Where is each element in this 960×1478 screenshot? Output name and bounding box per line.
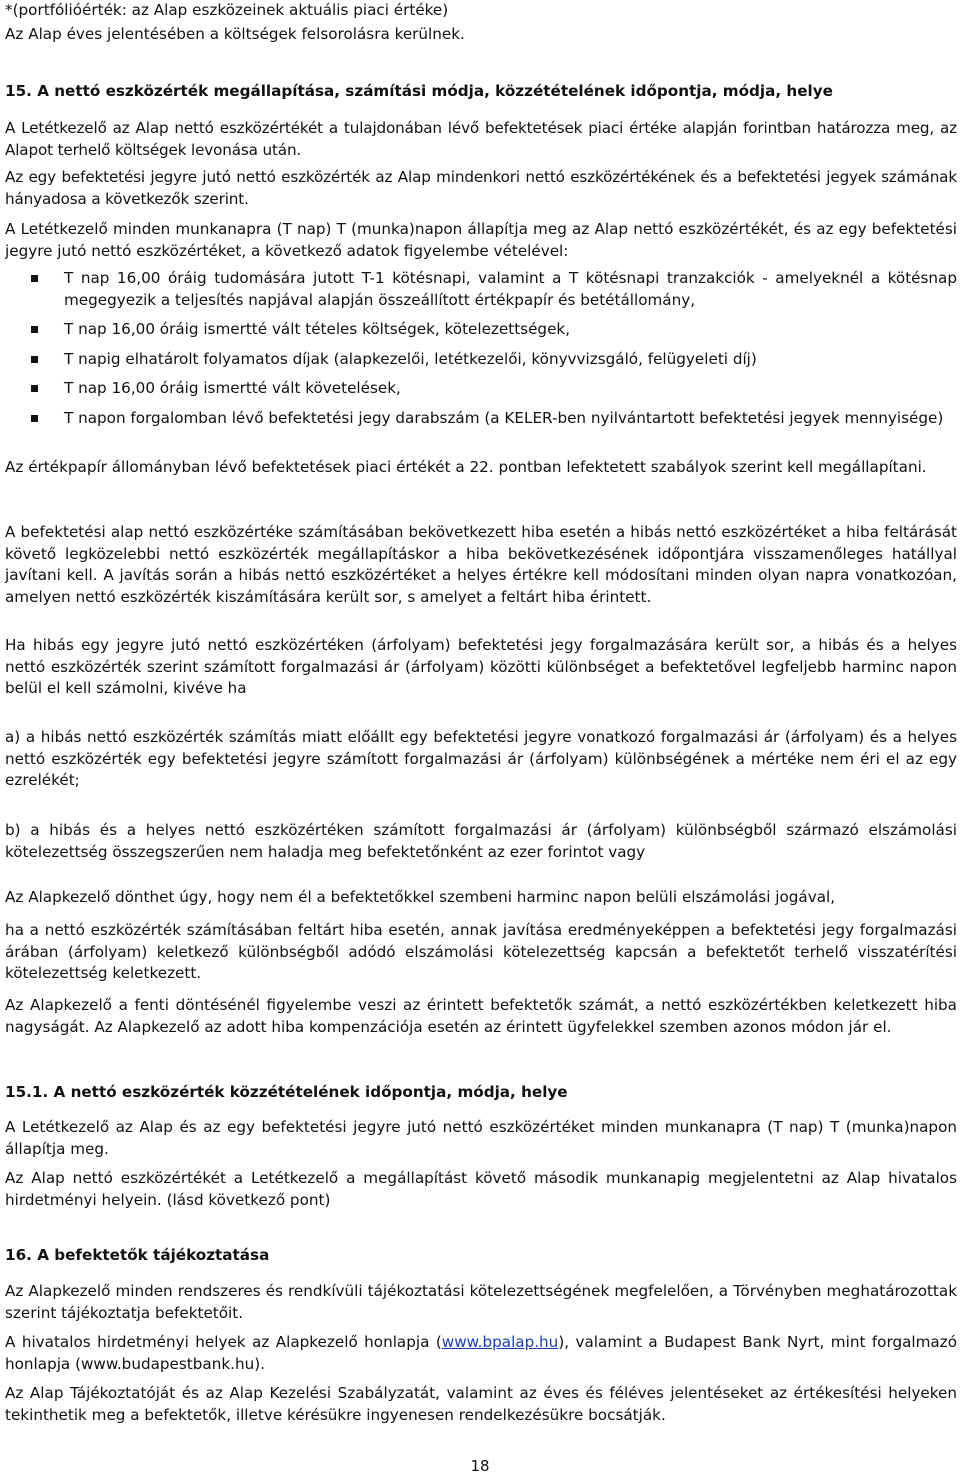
list-item [5,378,957,400]
list-item [5,319,957,341]
text-run: ), valamint a Budapest Bank Nyrt, mint forgalmazó honlapja (www.budapestbank.hu). [5,1333,957,1373]
section-15-paragraph-1: A Letétkezelő az Alap nettó eszközértékét a tulajdonában lévő befektetések piaci értéke alapján forintban határozza meg, az Alapot terhelő költségek levonása után. [5,119,957,159]
list-item [5,408,957,430]
section-15-paragraph-7: a) a hibás nettó eszközérték számítás miatt előállt egy befektetési jegyre vonatkozó forgalmazási ár (árfolyam) és a helyes nettó eszközérték egy befektetési jegyre számított forgalmazási ár (árfolyam) különbségének a mértéke nem éri el az egy ezrelékét; [5,728,957,789]
bpalap-link[interactable]: www.bpalap.hu [441,1333,559,1351]
section-15-1-title: 15.1. A nettó eszközérték közzétételének időpontja, módja, helye [5,1083,568,1101]
list-item-text: T napig elhatárolt folyamatos díjak (alapkezelői, letétkezelői, könyvvizsgáló, felügyeleti díj) [64,349,757,368]
bullet-square-icon [31,415,38,422]
bullet-square-icon [31,275,38,282]
section-15-paragraph-6: Ha hibás egy jegyre jutó nettó eszközértéken (árfolyam) befektetési jegy forgalmazására került sor, a hibás és a helyes nettó eszközérték szerint számított forgalmazási ár (árfolyam) közötti különbséget a befektetővel legfeljebb harminc napon belül el kell számolni, kivéve ha [5,636,957,697]
section-15-1-paragraph-2: Az Alap nettó eszközértékét a Letétkezelő a megállapítást követő második munkanapig megjelentetni az Alap hivatalos hirdetményi helyein. (lásd következő pont) [5,1169,957,1209]
list-item-text: T napon forgalomban lévő befektetési jegy darabszám (a KELER-ben nyilvántartott befektetési jegyek mennyisége) [64,408,944,427]
bullet-square-icon [31,356,38,363]
section-16-title: 16. A befektetők tájékoztatása [5,1246,270,1264]
section-16-paragraph-1: Az Alapkezelő minden rendszeres és rendkívüli tájékoztatási kötelezettségének megfelelően, a Törvényben meghatározottak szerint tájékoztatja befektetőit. [5,1282,957,1322]
section-15-paragraph-11: Az Alapkezelő a fenti döntésénél figyelembe veszi az érintett befektetők számát, a nettó eszközértékben keletkezett hiba nagyságát. Az Alapkezelő az adott hiba kompenzációja esetén az érintett ügyfelekkel szemben azonos módon jár el. [5,996,957,1036]
section-15-paragraph-3: A Letétkezelő minden munkanapra (T nap) T (munka)napon állapítja meg az Alap nettó eszközértékét, és az egy befektetési jegyre jutó nettó eszközértéket, a következő adatok figyelembe vételével: [5,220,957,260]
bullet-square-icon [31,385,38,392]
nav-inputs-list [5,268,957,437]
list-item-text: T nap 16,00 óráig tudomására jutott T-1 kötésnapi, valamint a T kötésnapi tranzakciók - amelyeknél a kötésnap megegyezik a teljesítés napjával alapján összeállított értékpapír és betétállomány, [64,269,957,309]
section-15-paragraph-10: ha a nettó eszközérték számításában feltárt hiba esetén, annak javítása eredményeképpen a befektetési jegy forgalmazási árában (árfolyam) keletkező különbségből adódó elszámolási kötelezettség kapcsán a befektetőt terhelő visszatérítési kötelezettség keletkezett. [5,921,957,982]
bullet-square-icon [31,326,38,333]
list-item [5,268,957,311]
section-15-paragraph-2: Az egy befektetési jegyre jutó nettó eszközérték az Alap mindenkori nettó eszközértékének és a befektetési jegyek számának hányadosa a következők szerint. [5,168,957,208]
section-15-paragraph-9: Az Alapkezelő dönthet úgy, hogy nem él a befektetőkkel szembeni harminc napon belüli elszámolási jogával, [5,888,836,906]
list-item-text: T nap 16,00 óráig ismertté vált tételes költségek, kötelezettségek, [64,320,571,338]
page-number: 18 [470,1457,490,1475]
section-15-paragraph-4: Az értékpapír állományban lévő befektetések piaci értékét a 22. pontban lefektetett szabályok szerint kell megállapítani. [5,458,927,476]
list-item [5,349,957,371]
header-note-line-1: *(portfólióérték: az Alap eszközeinek aktuális piaci értéke) [5,1,449,19]
section-16-paragraph-3: Az Alap Tájékoztatóját és az Alap Kezelési Szabályzatát, valamint az éves és féléves jelentéseket az értékesítési helyeken tekinthetik meg a befektetők, illetve kérésükre ingyenesen rendelkezésükre bocsátják. [5,1384,957,1424]
header-note-line-2: Az Alap éves jelentésében a költségek felsorolásra kerülnek. [5,25,465,43]
text-run: A hivatalos hirdetményi helyek az Alapkezelő honlapja ( [5,1333,442,1351]
list-item-text: T nap 16,00 óráig ismertté vált követelések, [64,379,401,397]
section-15-1-paragraph-1: A Letétkezelő az Alap és az egy befektetési jegyre jutó nettó eszközértéket minden munkanapra (T nap) T (munka)napon állapítja meg. [5,1118,957,1158]
section-15-paragraph-5: A befektetési alap nettó eszközértéke számításában bekövetkezett hiba esetén a hibás nettó eszközértéket a hiba feltárását követő legközelebbi nettó eszközérték megállapításkor a hiba bekövetkezésének időpontjára visszamenőleges hatállyal javítani kell. A javítás során a hibás nettó eszközértéket a helyes értékre kell módosítani minden olyan napra vonatkozóan, amelyen nettó eszközérték kiszámítására került sor, s amelyet a feltárt hiba érintett. [5,523,957,606]
section-16-paragraph-2 [5,1332,957,1375]
section-15-title: 15. A nettó eszközérték megállapítása, számítási módja, közzétételének időpontja, módja, helye [5,82,833,100]
section-15-paragraph-8: b) a hibás és a helyes nettó eszközértéken számított forgalmazási ár (árfolyam) különbségből származó elszámolási kötelezettség összegszerűen nem haladja meg befektetőnként az ezer forintot vagy [5,821,957,861]
